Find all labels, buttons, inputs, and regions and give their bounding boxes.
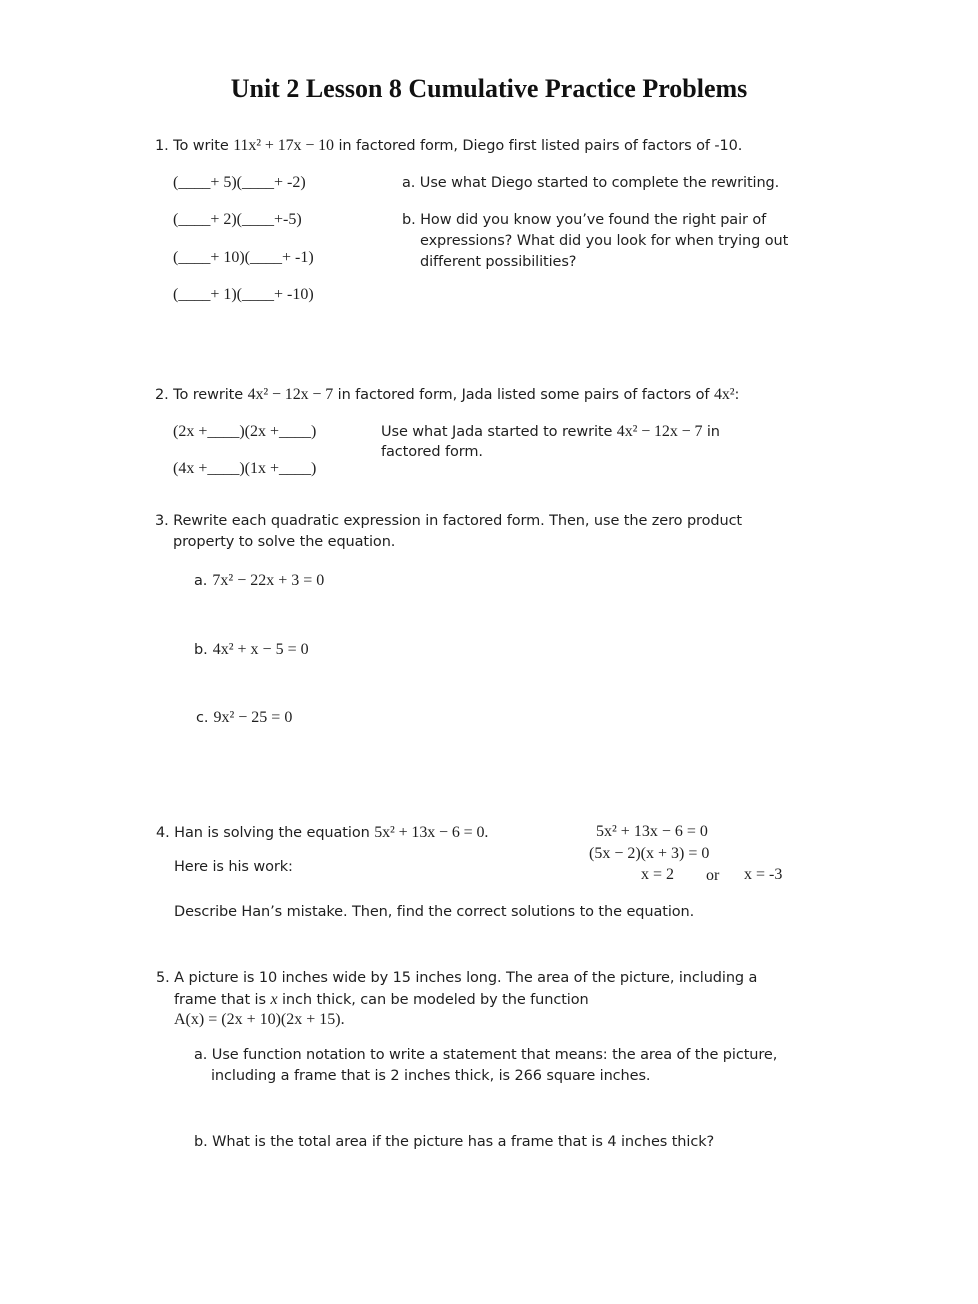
- problem-number: 2.: [155, 387, 169, 403]
- factor-pair: (____+ 1)(____+ -10): [173, 286, 314, 303]
- page-title: Unit 2 Lesson 8 Cumulative Practice Problems: [230, 74, 748, 103]
- work-line-1: 5x² + 13x − 6 = 0: [596, 823, 708, 840]
- problem-number: 4.: [156, 825, 170, 841]
- problem-3a: [194, 570, 324, 590]
- problem-4-prompt: [156, 824, 488, 842]
- prompt-text: frame that is: [174, 992, 266, 1008]
- equation: 9x² − 25 = 0: [213, 709, 293, 726]
- instruction-text: in: [706, 424, 720, 440]
- prompt-text: in factored form, Diego first listed pairs of factors of -10.: [338, 138, 743, 154]
- equation: 5x² + 13x − 6 = 0.: [374, 824, 489, 841]
- work-label: Here is his work:: [174, 859, 293, 875]
- part-label: b.: [194, 642, 208, 658]
- prompt-text: Rewrite each quadratic expression in factored form. Then, use the zero product: [173, 513, 743, 529]
- work-line-3a: x = 2: [641, 866, 675, 883]
- problem-5-part-b: b. What is the total area if the picture has a frame that is 4 inches thick?: [194, 1134, 715, 1150]
- problem-2-instruction-line2: factored form.: [381, 444, 483, 460]
- prompt-text: A picture is 10 inches wide by 15 inches long. The area of the picture, including a: [174, 970, 758, 986]
- problem-4-describe: Describe Han’s mistake. Then, find the correct solutions to the equation.: [174, 904, 695, 920]
- prompt-text: Han is solving the equation: [174, 825, 370, 841]
- problem-3b: [194, 639, 309, 659]
- problem-5-part-a-line2: including a frame that is 2 inches thick, is 266 square inches.: [211, 1068, 651, 1084]
- factor-pair: (____+ 2)(____+-5): [173, 211, 302, 228]
- problem-1-part-a: a. Use what Diego started to complete the rewriting.: [402, 175, 780, 191]
- colon: :: [734, 387, 740, 403]
- leading-term: 4x²: [713, 386, 735, 403]
- problem-number: 1.: [155, 138, 169, 154]
- problem-2-prompt: [155, 386, 739, 404]
- prompt-text: in factored form, Jada listed some pairs of factors of: [337, 387, 710, 403]
- factor-pair: (2x +____)(2x +____): [173, 423, 317, 440]
- problem-1-prompt: [155, 137, 742, 155]
- problem-5-prompt: [156, 970, 757, 986]
- factor-pair: (4x +____)(1x +____): [173, 460, 317, 477]
- equation: 4x² + x − 5 = 0: [212, 641, 309, 658]
- prompt-text: To rewrite: [173, 387, 244, 403]
- problem-1-part-b: b. How did you know you’ve found the right pair of: [402, 212, 767, 228]
- problem-3-prompt: [155, 513, 742, 529]
- area-function: A(x) = (2x + 10)(2x + 15).: [174, 1011, 345, 1028]
- problem-number: 3.: [155, 513, 169, 529]
- part-label: c.: [196, 710, 209, 726]
- work-line-2: (5x − 2)(x + 3) = 0: [589, 845, 710, 862]
- problem-number: 5.: [156, 970, 170, 986]
- problem-1-part-b-line2: expressions? What did you look for when trying out: [420, 233, 789, 249]
- problem-5-part-a: a. Use function notation to write a statement that means: the area of the picture,: [194, 1047, 778, 1063]
- equation: 7x² − 22x + 3 = 0: [212, 572, 325, 589]
- work-line-3b: x = -3: [744, 866, 783, 883]
- quadratic-expression: 11x² + 17x − 10: [233, 137, 334, 154]
- prompt-text: inch thick, can be modeled by the function: [282, 992, 589, 1008]
- part-label: a.: [194, 573, 208, 589]
- problem-2-instruction: [381, 423, 720, 441]
- problem-3-prompt-line2: property to solve the equation.: [173, 534, 396, 550]
- variable: x: [270, 991, 278, 1008]
- prompt-text: To write: [173, 138, 229, 154]
- factor-pair: (____+ 5)(____+ -2): [173, 174, 306, 191]
- instruction-text: Use what Jada started to rewrite: [381, 424, 613, 440]
- quadratic-expression: 4x² − 12x − 7: [247, 386, 334, 403]
- quadratic-expression: 4x² − 12x − 7: [616, 423, 703, 440]
- work-or: or: [706, 867, 720, 884]
- problem-3c: [196, 707, 292, 727]
- problem-5-prompt-line2: [174, 991, 589, 1009]
- problem-1-part-b-line3: different possibilities?: [420, 254, 577, 270]
- factor-pair: (____+ 10)(____+ -1): [173, 249, 314, 266]
